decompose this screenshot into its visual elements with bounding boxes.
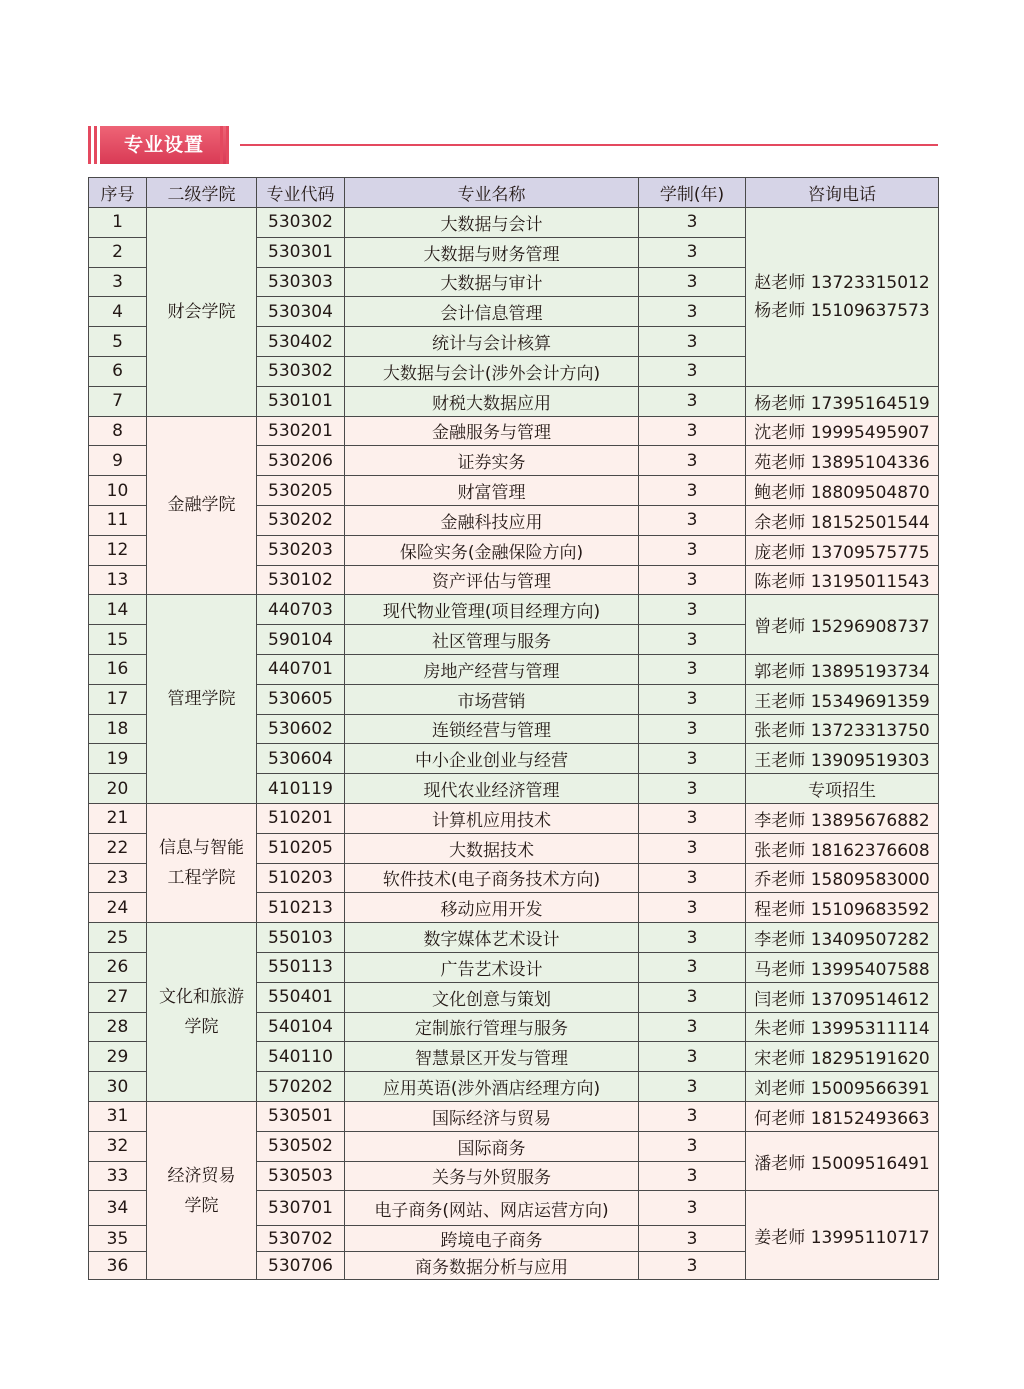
contact-phone: 杨老师 17395164519: [746, 386, 939, 416]
row-number: 36: [89, 1252, 147, 1280]
study-years: 3: [639, 1101, 746, 1131]
contact-phone: 程老师 15109683592: [746, 893, 939, 923]
col-header-no: 序号: [89, 178, 147, 208]
table-header-row: [89, 178, 939, 208]
study-years: 3: [639, 952, 746, 982]
table-row: [89, 208, 939, 238]
study-years: 3: [639, 833, 746, 863]
major-name: 大数据技术: [345, 833, 639, 863]
contact-line: 赵老师 13723315012: [754, 272, 930, 293]
major-code: 530101: [257, 386, 345, 416]
major-code: 530702: [257, 1226, 345, 1252]
college-name: 文化和旅游: [159, 987, 244, 1008]
major-code: 530301: [257, 237, 345, 267]
major-name: 现代农业经济管理: [345, 774, 639, 804]
study-years: 3: [639, 714, 746, 744]
major-name: 数字媒体艺术设计: [345, 923, 639, 953]
major-code: 530501: [257, 1101, 345, 1131]
study-years: 3: [639, 625, 746, 655]
study-years: 3: [639, 476, 746, 506]
row-number: 23: [89, 863, 147, 893]
study-years: 3: [639, 684, 746, 714]
study-years: 3: [639, 1072, 746, 1102]
header-divider-line: [240, 144, 938, 146]
major-name: 国际经济与贸易: [345, 1101, 639, 1131]
major-name: 大数据与会计: [345, 208, 639, 238]
row-number: 16: [89, 654, 147, 684]
major-name: 财税大数据应用: [345, 386, 639, 416]
major-name: 国际商务: [345, 1131, 639, 1161]
major-name: 文化创意与策划: [345, 982, 639, 1012]
college-cell: [147, 923, 257, 1102]
contact-phone: 王老师 15349691359: [746, 684, 939, 714]
row-number: 27: [89, 982, 147, 1012]
major-code: 530203: [257, 535, 345, 565]
study-years: 3: [639, 1131, 746, 1161]
section-title: 专业设置: [123, 134, 204, 156]
major-code: 530302: [257, 208, 345, 238]
study-years: 3: [639, 1012, 746, 1042]
contact-line: 杨老师 15109637573: [754, 300, 930, 321]
study-years: 3: [639, 416, 746, 446]
row-number: 24: [89, 893, 147, 923]
table-row: [89, 803, 939, 833]
study-years: 3: [639, 1042, 746, 1072]
major-code: 530202: [257, 505, 345, 535]
major-code: 530604: [257, 744, 345, 774]
major-name: 房地产经营与管理: [345, 654, 639, 684]
row-number: 13: [89, 565, 147, 595]
major-code: 530605: [257, 684, 345, 714]
study-years: 3: [639, 237, 746, 267]
section-header: [88, 126, 938, 164]
major-name: 财富管理: [345, 476, 639, 506]
contact-phone: 陈老师 13195011543: [746, 565, 939, 595]
row-number: 20: [89, 774, 147, 804]
row-number: 28: [89, 1012, 147, 1042]
college-cell: [147, 1101, 257, 1279]
study-years: 3: [639, 297, 746, 327]
major-name: 保险实务(金融保险方向): [345, 535, 639, 565]
study-years: 3: [639, 1226, 746, 1252]
major-code: 530201: [257, 416, 345, 446]
study-years: 3: [639, 535, 746, 565]
study-years: 3: [639, 982, 746, 1012]
row-number: 21: [89, 803, 147, 833]
major-name: 统计与会计核算: [345, 327, 639, 357]
college-name: 财会学院: [167, 301, 236, 322]
major-code: 530502: [257, 1131, 345, 1161]
contact-phone: 乔老师 15809583000: [746, 863, 939, 893]
row-number: 15: [89, 625, 147, 655]
major-name: 连锁经营与管理: [345, 714, 639, 744]
college-name: 金融学院: [167, 495, 236, 516]
major-name: 大数据与财务管理: [345, 237, 639, 267]
accent-bar: [94, 126, 97, 164]
row-number: 12: [89, 535, 147, 565]
row-number: 3: [89, 267, 147, 297]
contact-phone: 张老师 18162376608: [746, 833, 939, 863]
row-number: 14: [89, 595, 147, 625]
contact-phone: 鲍老师 18809504870: [746, 476, 939, 506]
college-name: 管理学院: [167, 689, 236, 710]
major-code: 550401: [257, 982, 345, 1012]
college-name: 学院: [184, 1195, 219, 1216]
major-code: 510205: [257, 833, 345, 863]
study-years: 3: [639, 893, 746, 923]
major-name: 软件技术(电子商务技术方向): [345, 863, 639, 893]
majors-table: [88, 177, 939, 1280]
major-name: 商务数据分析与应用: [345, 1252, 639, 1280]
study-years: 3: [639, 505, 746, 535]
accent-bar: [226, 126, 229, 164]
row-number: 9: [89, 446, 147, 476]
study-years: 3: [639, 356, 746, 386]
college-cell: [147, 803, 257, 922]
row-number: 34: [89, 1191, 147, 1226]
study-years: 3: [639, 654, 746, 684]
contact-phone: 郭老师 13895193734: [746, 654, 939, 684]
row-number: 31: [89, 1101, 147, 1131]
college-cell: [147, 208, 257, 417]
major-name: 市场营销: [345, 684, 639, 714]
major-code: 540104: [257, 1012, 345, 1042]
major-code: 540110: [257, 1042, 345, 1072]
major-code: 530304: [257, 297, 345, 327]
contact-phone: 专项招生: [746, 774, 939, 804]
row-number: 35: [89, 1226, 147, 1252]
table-row: [89, 1101, 939, 1131]
college-cell: [147, 595, 257, 804]
accent-bar: [220, 126, 223, 164]
row-number: 2: [89, 237, 147, 267]
row-number: 6: [89, 356, 147, 386]
row-number: 33: [89, 1161, 147, 1191]
row-number: 18: [89, 714, 147, 744]
contact-phone: 刘老师 15009566391: [746, 1072, 939, 1102]
contact-phone: 沈老师 19995495907: [746, 416, 939, 446]
study-years: 3: [639, 744, 746, 774]
study-years: 3: [639, 1161, 746, 1191]
col-header-phone: 咨询电话: [746, 178, 939, 208]
major-name: 金融服务与管理: [345, 416, 639, 446]
major-code: 590104: [257, 625, 345, 655]
major-name: 中小企业创业与经营: [345, 744, 639, 774]
major-code: 530701: [257, 1191, 345, 1226]
row-number: 17: [89, 684, 147, 714]
row-number: 7: [89, 386, 147, 416]
study-years: 3: [639, 327, 746, 357]
major-code: 530503: [257, 1161, 345, 1191]
contact-phone: 庞老师 13709575775: [746, 535, 939, 565]
row-number: 22: [89, 833, 147, 863]
major-code: 550103: [257, 923, 345, 953]
major-code: 530206: [257, 446, 345, 476]
col-header-college: 二级学院: [147, 178, 257, 208]
col-header-code: 专业代码: [257, 178, 345, 208]
major-name: 定制旅行管理与服务: [345, 1012, 639, 1042]
study-years: 3: [639, 386, 746, 416]
contact-phone: 姜老师 13995110717: [746, 1191, 939, 1280]
contact-phone: 马老师 13995407588: [746, 952, 939, 982]
major-name: 会计信息管理: [345, 297, 639, 327]
study-years: 3: [639, 446, 746, 476]
major-code: 550113: [257, 952, 345, 982]
table-row: [89, 416, 939, 446]
row-number: 19: [89, 744, 147, 774]
study-years: 3: [639, 774, 746, 804]
contact-phone: 曾老师 15296908737: [746, 595, 939, 655]
row-number: 32: [89, 1131, 147, 1161]
major-name: 大数据与会计(涉外会计方向): [345, 356, 639, 386]
major-name: 广告艺术设计: [345, 952, 639, 982]
study-years: 3: [639, 863, 746, 893]
major-name: 现代物业管理(项目经理方向): [345, 595, 639, 625]
row-number: 11: [89, 505, 147, 535]
study-years: 3: [639, 595, 746, 625]
contact-phone: 张老师 13723313750: [746, 714, 939, 744]
study-years: 3: [639, 923, 746, 953]
study-years: 3: [639, 1191, 746, 1226]
major-code: 530402: [257, 327, 345, 357]
contact-phone: 朱老师 13995311114: [746, 1012, 939, 1042]
major-code: 510203: [257, 863, 345, 893]
major-code: 530102: [257, 565, 345, 595]
major-code: 530706: [257, 1252, 345, 1280]
contact-phone: 何老师 18152493663: [746, 1101, 939, 1131]
college-name: 工程学院: [167, 868, 236, 889]
row-number: 25: [89, 923, 147, 953]
study-years: 3: [639, 803, 746, 833]
major-name: 移动应用开发: [345, 893, 639, 923]
row-number: 8: [89, 416, 147, 446]
study-years: 3: [639, 565, 746, 595]
major-code: 510201: [257, 803, 345, 833]
col-header-major: 专业名称: [345, 178, 639, 208]
major-code: 530303: [257, 267, 345, 297]
major-name: 证券实务: [345, 446, 639, 476]
major-code: 530302: [257, 356, 345, 386]
major-code: 530602: [257, 714, 345, 744]
col-header-years: 学制(年): [639, 178, 746, 208]
major-name: 关务与外贸服务: [345, 1161, 639, 1191]
major-name: 资产评估与管理: [345, 565, 639, 595]
major-code: 440703: [257, 595, 345, 625]
major-code: 440701: [257, 654, 345, 684]
row-number: 1: [89, 208, 147, 238]
contact-phone: 潘老师 15009516491: [746, 1131, 939, 1191]
major-code: 570202: [257, 1072, 345, 1102]
accent-bar: [88, 126, 91, 164]
college-name: 信息与智能: [159, 838, 244, 859]
major-code: 510213: [257, 893, 345, 923]
row-number: 10: [89, 476, 147, 506]
contact-phone: 李老师 13409507282: [746, 923, 939, 953]
major-name: 电子商务(网站、网店运营方向): [345, 1191, 639, 1226]
contact-phone: 李老师 13895676882: [746, 803, 939, 833]
college-name: 经济贸易: [167, 1165, 236, 1186]
major-name: 计算机应用技术: [345, 803, 639, 833]
major-code: 530205: [257, 476, 345, 506]
major-name: 大数据与审计: [345, 267, 639, 297]
row-number: 4: [89, 297, 147, 327]
table-row: [89, 595, 939, 625]
contact-phone: 宋老师 18295191620: [746, 1042, 939, 1072]
major-name: 金融科技应用: [345, 505, 639, 535]
study-years: 3: [639, 1252, 746, 1280]
study-years: 3: [639, 267, 746, 297]
row-number: 26: [89, 952, 147, 982]
major-name: 智慧景区开发与管理: [345, 1042, 639, 1072]
contact-phone: 闫老师 13709514612: [746, 982, 939, 1012]
college-name: 学院: [184, 1017, 219, 1038]
major-name: 跨境电子商务: [345, 1226, 639, 1252]
table-row: [89, 923, 939, 953]
contact-phone: [746, 208, 939, 387]
contact-phone: 王老师 13909519303: [746, 744, 939, 774]
row-number: 5: [89, 327, 147, 357]
study-years: 3: [639, 208, 746, 238]
major-name: 社区管理与服务: [345, 625, 639, 655]
contact-phone: 苑老师 13895104336: [746, 446, 939, 476]
college-cell: [147, 416, 257, 595]
major-name: 应用英语(涉外酒店经理方向): [345, 1072, 639, 1102]
major-code: 410119: [257, 774, 345, 804]
row-number: 29: [89, 1042, 147, 1072]
contact-phone: 余老师 18152501544: [746, 505, 939, 535]
row-number: 30: [89, 1072, 147, 1102]
